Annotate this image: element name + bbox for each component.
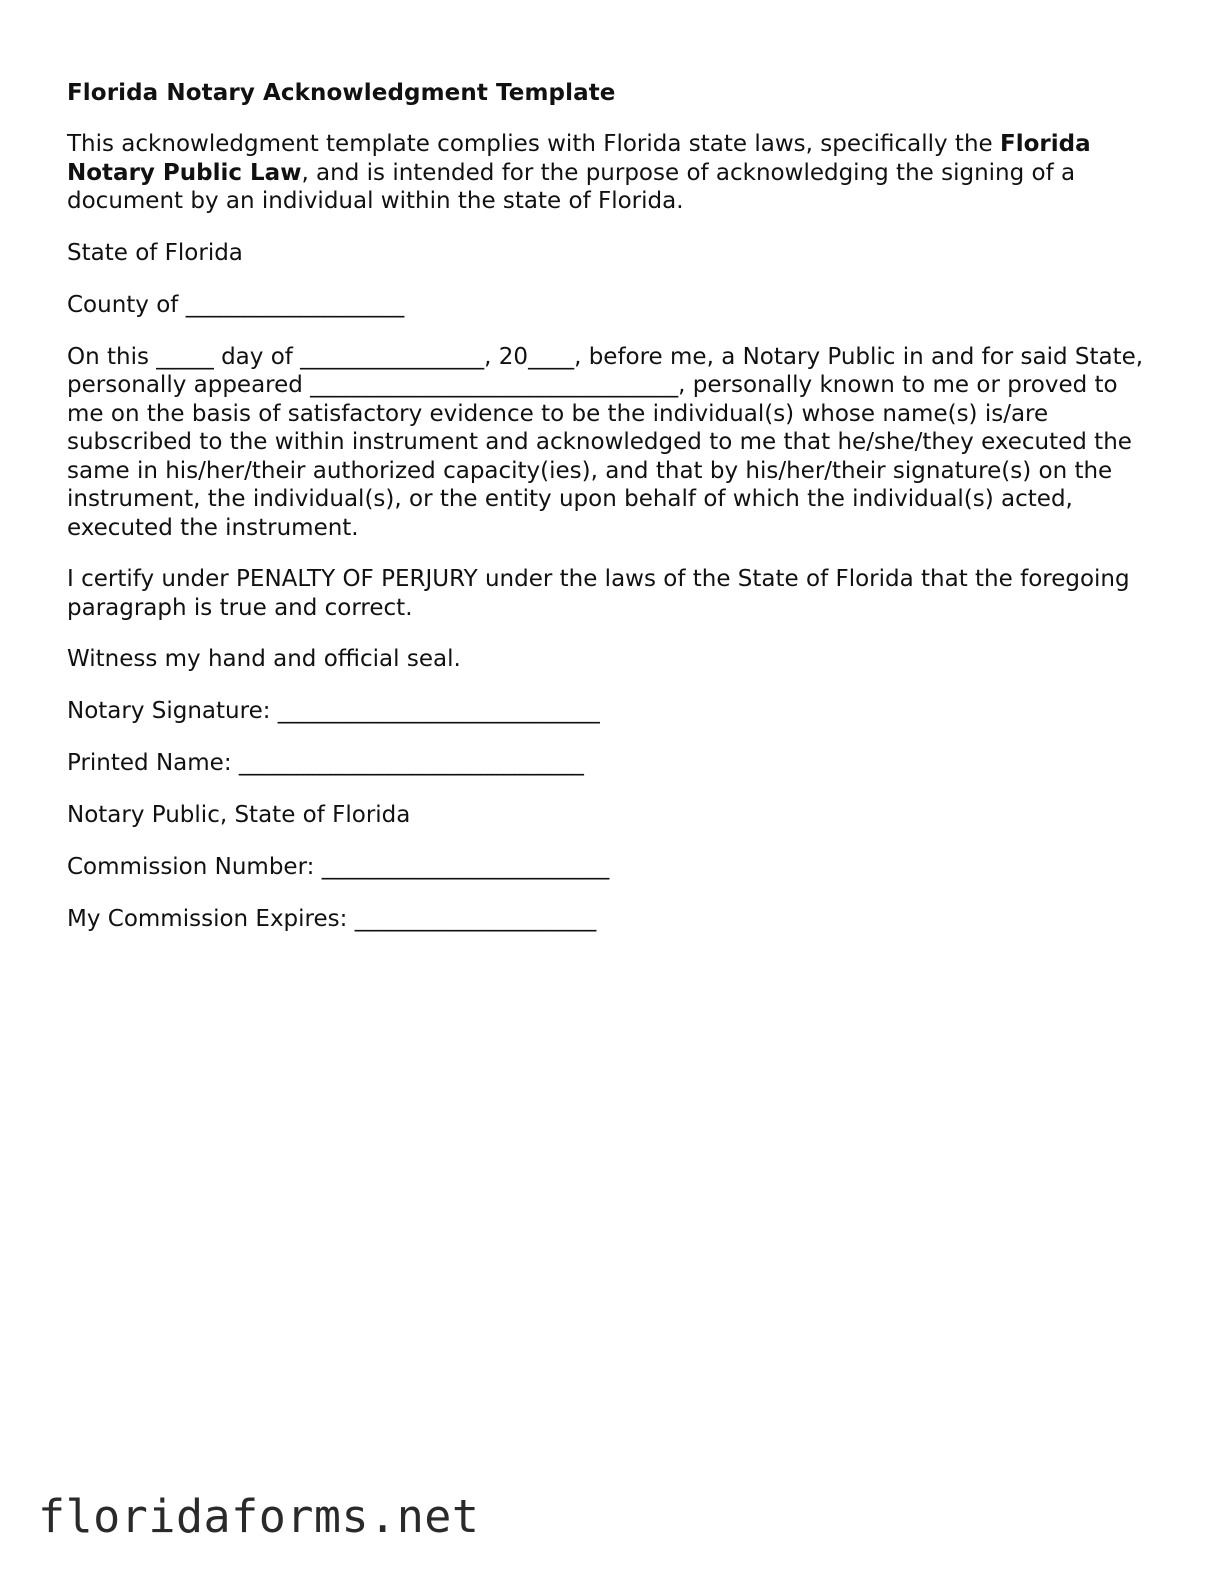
intro-paragraph [67,130,1152,216]
acknowledgment-paragraph: On this _____ day of ________________, 20____, before me, a Notary Public in and for said State, personally appeared ________________________________, personally known to me or proved to me on the basis of satisfactory evidence to be the individual(s) whose name(s) is/are subscribed to the within instrument and acknowledged to me that he/she/they executed the same in his/her/their authorized capacity(ies), and that by his/her/their signature(s) on the instrument, the individual(s), or the entity upon behalf of which the individual(s) acted, executed the instrument. [67,343,1144,541]
county-line: County of ___________________ [67,291,405,318]
notary-signature-line: Notary Signature: ____________________________ [67,698,600,724]
state-line: State of Florida [67,239,243,266]
commission-number-line: Commission Number: _________________________ [67,854,610,880]
intro-law-name: Florida Notary Public Law [67,131,1091,186]
document-page [67,78,1152,957]
witness-line: Witness my hand and official seal. [67,646,461,672]
intro-text-part1: This acknowledgment template complies with Florida state laws, specifically the [67,131,1000,157]
site-watermark: floridaforms.net [38,1490,480,1543]
printed-name-line: Printed Name: ______________________________ [67,750,584,776]
notary-public-line: Notary Public, State of Florida [67,802,411,828]
certify-paragraph: I certify under PENALTY OF PERJURY under the laws of the State of Florida that the foregoing paragraph is true and correct. [67,566,1130,621]
commission-expires-line: My Commission Expires: _____________________ [67,906,597,932]
document-title: Florida Notary Acknowledgment Template [67,80,616,106]
intro-text-part2: , and is intended for the purpose of acknowledging the signing of a document by an individual within the state of Florida. [67,159,1076,214]
